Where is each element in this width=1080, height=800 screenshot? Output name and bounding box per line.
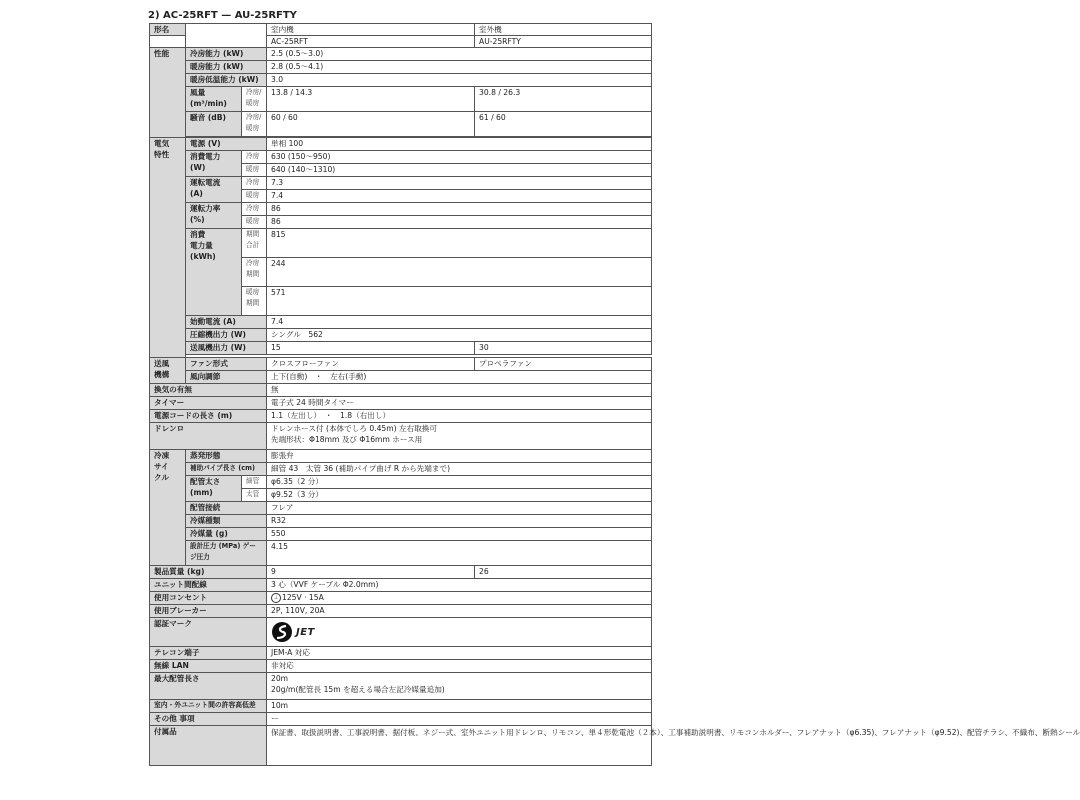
aux-pipe-value: 細管 43 太管 36 (補助パイプ曲げ R から先端まで) — [267, 463, 652, 476]
pipe-thin-sub: 細管 — [242, 476, 267, 489]
consumption-cool-sub: 冷房 — [242, 151, 267, 164]
jet-logo-icon — [271, 621, 293, 643]
current-label: 運転電流 (A) — [186, 177, 242, 203]
energy-label: 消費 電力量 (kWh) — [186, 229, 242, 316]
low-temp-heating-value: 3.0 — [267, 74, 652, 87]
power-factor-cool-sub: 冷房 — [242, 203, 267, 216]
refrigeration-label: 冷凍 サイ クル — [150, 450, 186, 566]
breaker-label: 使用ブレーカー — [150, 605, 267, 618]
pipe-thick-value: φ9.52（3 分） — [267, 489, 652, 502]
refrigerant-value: R32 — [267, 515, 652, 528]
energy-heat: 571 — [267, 287, 652, 316]
power-value: 単相 100 — [267, 138, 652, 151]
max-pipe-label: 最大配管長さ — [150, 673, 267, 700]
energy-heat-sub: 暖房 期間 — [242, 287, 267, 316]
performance-label: 性能 — [150, 48, 186, 138]
noise-label: 騒音 (dB) — [186, 112, 242, 137]
heating-capacity-label: 暖房能力 (kW) — [186, 61, 267, 74]
remote-terminal-value: JEM-A 対応 — [267, 647, 652, 660]
consumption-heat-sub: 暖房 — [242, 164, 267, 177]
fan-output-label: 送風機出力 (W) — [186, 342, 267, 355]
weight-outdoor: 26 — [475, 566, 652, 579]
cord-label: 電源コードの長さ (m) — [150, 410, 267, 423]
energy-total-sub: 期間 合計 — [242, 229, 267, 258]
plug-icon: ⊥ — [271, 593, 281, 603]
pressure-label: 設計圧力 (MPa) ゲー ジ圧力 — [186, 541, 267, 566]
unit-wiring-label: ユニット間配線 — [150, 579, 267, 592]
fan-output-outdoor: 30 — [475, 342, 652, 355]
accessories-label: 付属品 — [150, 726, 267, 766]
amount-label: 冷媒量 (g) — [186, 528, 267, 541]
energy-cool-sub: 冷房 期間 — [242, 258, 267, 287]
outdoor-header: 室外機 — [475, 24, 652, 36]
timer-label: タイマー — [150, 397, 267, 410]
jet-mark: JET — [271, 621, 315, 643]
direction-value: 上下(自動) ・ 左右(手動) — [267, 371, 652, 384]
evaporator-value: 膨張弁 — [267, 450, 652, 463]
outlet-value: ⊥ 125V · 15A — [267, 592, 652, 605]
indoor-model: AC-25RFT — [267, 36, 475, 48]
fan-output-indoor: 15 — [267, 342, 475, 355]
model-label: 形名 — [150, 24, 186, 36]
weight-label: 製品質量 (kg) — [150, 566, 267, 579]
consumption-cool: 630 (150～950) — [267, 151, 652, 164]
pipe-thin-value: φ6.35（2 分） — [267, 476, 652, 489]
starting-current-label: 始動電流 (A) — [186, 316, 267, 329]
power-factor-heat-sub: 暖房 — [242, 216, 267, 229]
weight-indoor: 9 — [267, 566, 475, 579]
pipe-size-label: 配管太さ (mm) — [186, 476, 242, 502]
ventilation-label: 換気の有無 — [150, 384, 267, 397]
fan-type-outdoor: プロペラファン — [475, 358, 652, 371]
current-cool: 7.3 — [267, 177, 652, 190]
fan-type-indoor: クロスフローファン — [267, 358, 475, 371]
energy-total: 815 — [267, 229, 652, 258]
noise-sub: 冷房/ 暖房 — [242, 112, 267, 137]
starting-current-value: 7.4 — [267, 316, 652, 329]
refrigerant-label: 冷媒種類 — [186, 515, 267, 528]
height-diff-label: 室内・外ユニット間の許容高低差 — [150, 700, 267, 713]
breaker-value: 2P, 110V, 20A — [267, 605, 652, 618]
unit-wiring-value: 3 心（VVF ケーブル Φ2.0mm) — [267, 579, 652, 592]
indoor-header: 室内機 — [267, 24, 475, 36]
cert-value — [267, 618, 652, 647]
power-factor-heat: 86 — [267, 216, 652, 229]
page-heading: 2) AC-25RFT — AU-25RFTY — [148, 10, 297, 21]
pressure-value: 4.15 — [267, 541, 652, 566]
current-heat: 7.4 — [267, 190, 652, 203]
electrical-label: 電気 特性 — [150, 138, 186, 358]
consumption-heat: 640 (140～1310) — [267, 164, 652, 177]
noise-indoor: 60 / 60 — [267, 112, 475, 137]
current-cool-sub: 冷房 — [242, 177, 267, 190]
compressor-label: 圧縮機出力 (W) — [186, 329, 267, 342]
outdoor-model: AU-25RFTY — [475, 36, 652, 48]
power-factor-cool: 86 — [267, 203, 652, 216]
airflow-outdoor: 30.8 / 26.3 — [475, 87, 652, 112]
fan-label: 送風 機構 — [150, 358, 186, 384]
aux-pipe-label: 補助パイプ長さ (cm) — [186, 463, 267, 476]
current-heat-sub: 暖房 — [242, 190, 267, 203]
cord-value: 1.1（左出し） ・ 1.8（右出し） — [267, 410, 652, 423]
evaporator-label: 蒸発形態 — [186, 450, 267, 463]
airflow-sub: 冷房/ 暖房 — [242, 87, 267, 112]
low-temp-heating-label: 暖房低温能力 (kW) — [186, 74, 267, 87]
cooling-capacity-value: 2.5 (0.5～3.0) — [267, 48, 652, 61]
compressor-value: シングル 562 — [267, 329, 652, 342]
airflow-indoor: 13.8 / 14.3 — [267, 87, 475, 112]
pipe-thick-sub: 太管 — [242, 489, 267, 502]
max-pipe-value: 20m 20g/m(配管長 15m を超える場合左記冷媒量追加) — [267, 673, 652, 700]
connection-label: 配管接続 — [186, 502, 267, 515]
cooling-capacity-label: 冷房能力 (kW) — [186, 48, 267, 61]
consumption-label: 消費電力 (W) — [186, 151, 242, 177]
drain-label: ドレンロ — [150, 423, 267, 450]
connection-value: フレア — [267, 502, 652, 515]
accessories-value: 保証書、取扱説明書、工事説明書、据付板、ネジー式、室外ユニット用ドレンロ、リモコン、単４形乾電池（２本）、工事補助説明書、リモコンホルダー、フレアナット（φ6.35)、フレアナット（φ9.52)、配管チラシ、不織布、断熱シール — [267, 726, 652, 766]
wireless-lan-label: 無線 LAN — [150, 660, 267, 673]
cert-label: 認証マーク — [150, 618, 267, 647]
other-value: ー — [267, 713, 652, 726]
amount-value: 550 — [267, 528, 652, 541]
fan-type-label: ファン形式 — [186, 358, 267, 371]
height-diff-value: 10m — [267, 700, 652, 713]
other-label: その他 事項 — [150, 713, 267, 726]
noise-outdoor: 61 / 60 — [475, 112, 652, 137]
power-factor-label: 運転力率 (%) — [186, 203, 242, 229]
remote-terminal-label: テレコン端子 — [150, 647, 267, 660]
timer-value: 電子式 24 時間タイマー — [267, 397, 652, 410]
spec-table — [149, 23, 1080, 766]
wireless-lan-value: 非対応 — [267, 660, 652, 673]
energy-cool: 244 — [267, 258, 652, 287]
power-label: 電源 (V) — [186, 138, 267, 151]
heating-capacity-value: 2.8 (0.5～4.1) — [267, 61, 652, 74]
drain-value: ドレンホース付 (本体でしろ 0.45m) 左右取換可 先端形状：Φ18mm 及び Φ16mm ホース用 — [267, 423, 652, 450]
direction-label: 風向調節 — [186, 371, 267, 384]
ventilation-value: 無 — [267, 384, 652, 397]
outlet-label: 使用コンセント — [150, 592, 267, 605]
airflow-label: 風量 (m³/min) — [186, 87, 242, 112]
